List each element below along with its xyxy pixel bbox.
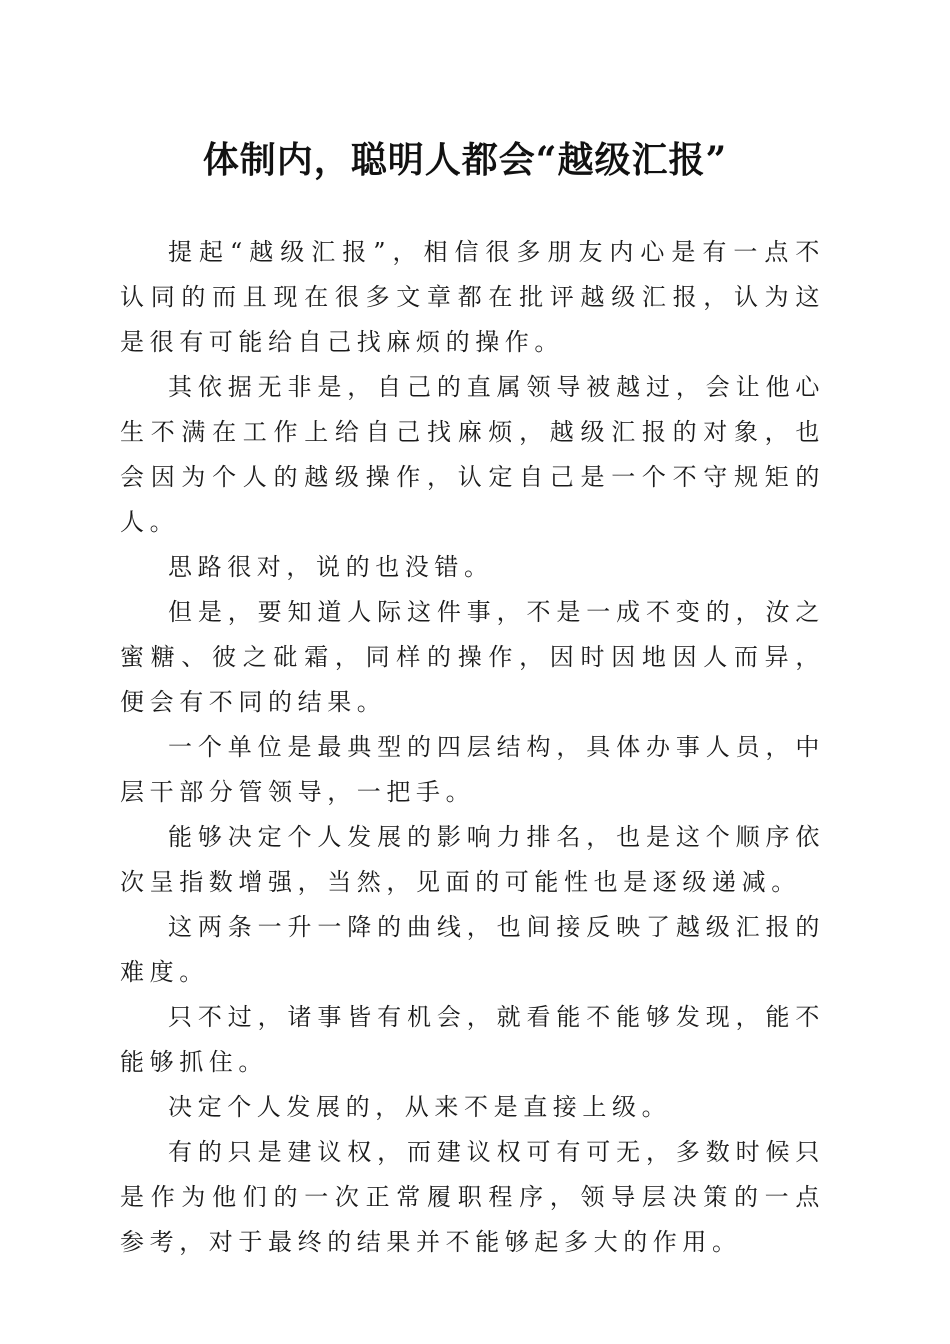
paragraph: 但是，要知道人际这件事，不是一成不变的，汝之蜜糖、彼之砒霜，同样的操作，因时因地因人而异，便会有不同的结果。 [120, 598, 825, 716]
article-body [120, 230, 825, 1265]
paragraph: 其依据无非是，自己的直属领导被越过，会让他心生不满在工作上给自己找麻烦，越级汇报的对象，也会因为个人的越级操作，认定自己是一个不守规矩的人。 [120, 373, 825, 536]
paragraph: 只不过，诸事皆有机会，就看能不能够发现，能不能够抓住。 [120, 1003, 825, 1076]
paragraph: 有的只是建议权，而建议权可有可无，多数时候只是作为他们的一次正常履职程序，领导层决策的一点参考，对于最终的结果并不能够起多大的作用。 [120, 1138, 825, 1256]
page-title: 体制内，聪明人都会“越级汇报” [202, 139, 728, 181]
paragraph: 这两条一升一降的曲线，也间接反映了越级汇报的难度。 [120, 913, 825, 986]
paragraph: 提起“越级汇报”，相信很多朋友内心是有一点不认同的而且现在很多文章都在批评越级汇报，认为这是很有可能给自己找麻烦的操作。 [120, 238, 825, 356]
paragraph: 能够决定个人发展的影响力排名，也是这个顺序依次呈指数增强，当然，见面的可能性也是逐级递减。 [120, 823, 825, 896]
paragraph: 一个单位是最典型的四层结构，具体办事人员，中层干部分管领导，一把手。 [120, 733, 825, 806]
paragraph: 思路很对，说的也没错。 [168, 553, 494, 581]
paragraph: 决定个人发展的，从来不是直接上级。 [168, 1093, 672, 1121]
